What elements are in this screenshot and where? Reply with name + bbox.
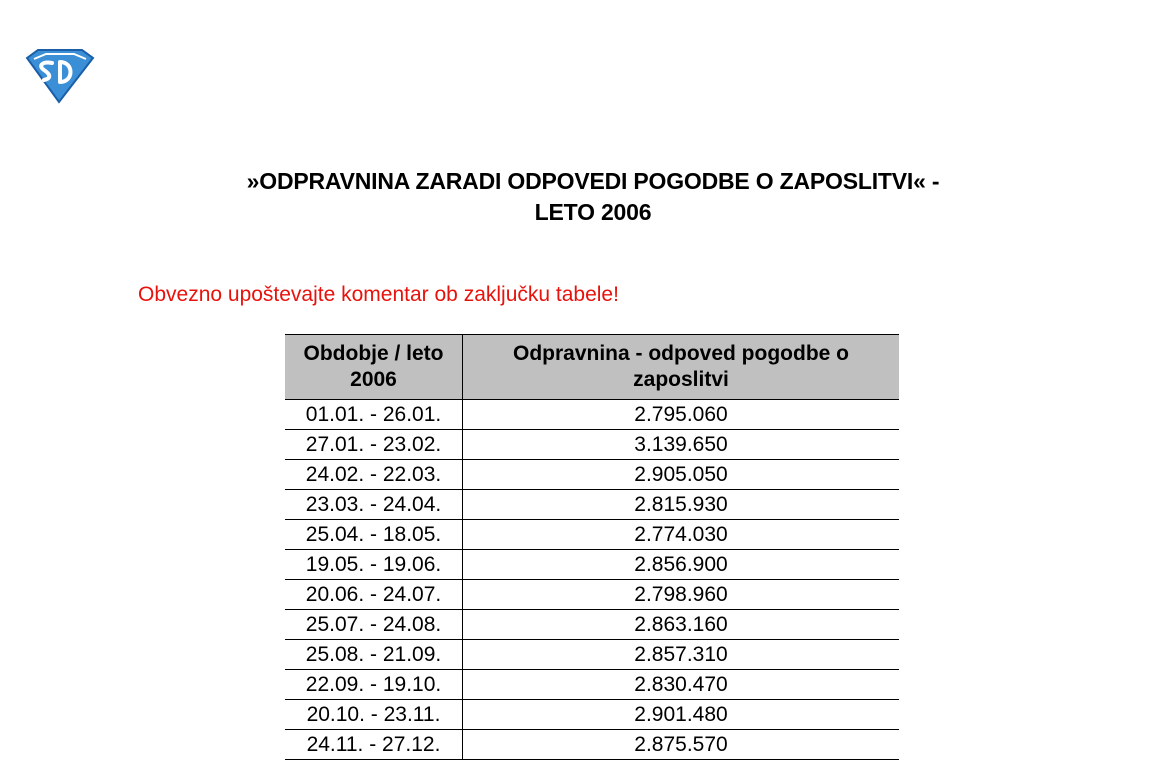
- table-row: [285, 730, 899, 760]
- amount-cell: 2.830.470: [463, 670, 900, 700]
- amount-cell: 2.798.960: [463, 580, 900, 610]
- title-line-2: LETO 2006: [534, 199, 652, 225]
- table-row: [285, 430, 899, 460]
- table-row: [285, 520, 899, 550]
- period-cell: 22.09. - 19.10.: [285, 670, 463, 700]
- amount-cell: 2.857.310: [463, 640, 900, 670]
- header-amount: Odpravnina - odpoved pogodbe o zaposlitvi: [463, 335, 900, 400]
- sd-logo-icon: [22, 48, 96, 104]
- period-cell: 20.10. - 23.11.: [285, 700, 463, 730]
- period-cell: 25.08. - 21.09.: [285, 640, 463, 670]
- period-cell: 27.01. - 23.02.: [285, 430, 463, 460]
- period-cell: 25.07. - 24.08.: [285, 610, 463, 640]
- amount-cell: 2.795.060: [463, 400, 900, 430]
- title-line-1: »ODPRAVNINA ZARADI ODPOVEDI POGODBE O ZAPOSLITVI« -: [246, 168, 940, 194]
- header-period: Obdobje / leto 2006: [285, 335, 463, 400]
- amount-cell: 3.139.650: [463, 430, 900, 460]
- amount-cell: 2.875.570: [463, 730, 900, 760]
- severance-table: [285, 334, 899, 760]
- period-cell: 24.11. - 27.12.: [285, 730, 463, 760]
- table-row: [285, 550, 899, 580]
- table-row: [285, 670, 899, 700]
- period-cell: 19.05. - 19.06.: [285, 550, 463, 580]
- period-cell: 20.06. - 24.07.: [285, 580, 463, 610]
- period-cell: 25.04. - 18.05.: [285, 520, 463, 550]
- period-cell: 24.02. - 22.03.: [285, 460, 463, 490]
- table-row: [285, 490, 899, 520]
- amount-cell: 2.774.030: [463, 520, 900, 550]
- table-row: [285, 580, 899, 610]
- table-row: [285, 460, 899, 490]
- period-cell: 01.01. - 26.01.: [285, 400, 463, 430]
- amount-cell: 2.856.900: [463, 550, 900, 580]
- table-row: [285, 700, 899, 730]
- amount-cell: 2.863.160: [463, 610, 900, 640]
- amount-cell: 2.815.930: [463, 490, 900, 520]
- notice-text: Obvezno upoštevajte komentar ob zaključku tabele!: [138, 283, 619, 306]
- table-row: [285, 610, 899, 640]
- table-row: [285, 400, 899, 430]
- page-title: [0, 166, 1157, 228]
- table-row: [285, 640, 899, 670]
- period-cell: 23.03. - 24.04.: [285, 490, 463, 520]
- amount-cell: 2.905.050: [463, 460, 900, 490]
- amount-cell: 2.901.480: [463, 700, 900, 730]
- table-body: [285, 400, 899, 760]
- table-header-row: [285, 335, 899, 400]
